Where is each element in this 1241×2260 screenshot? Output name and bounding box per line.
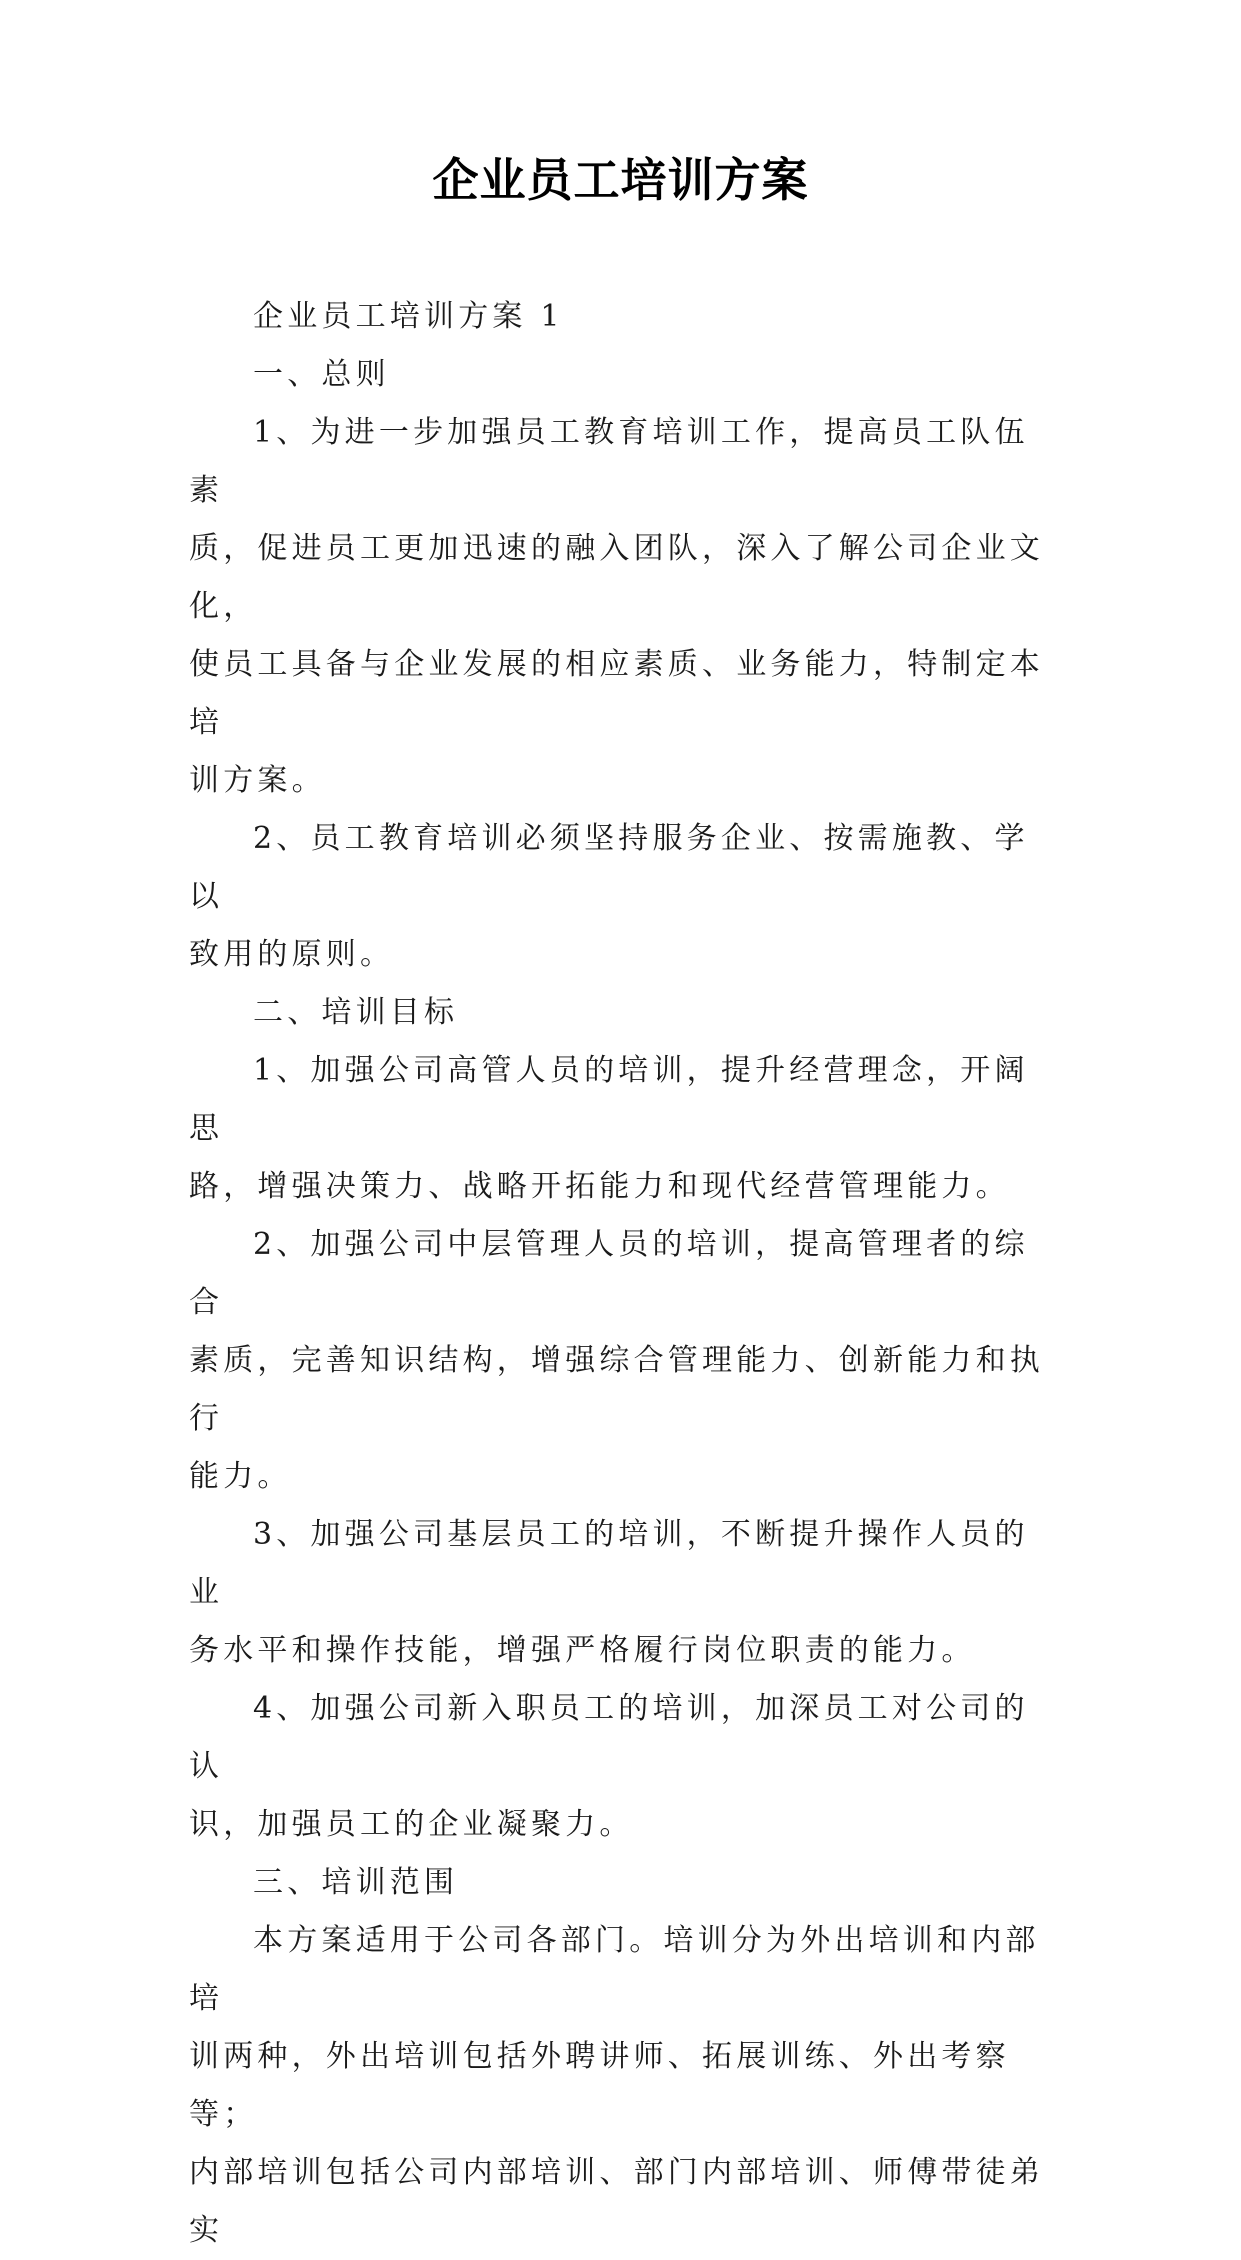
section-heading-training-scope: 三、培训范围 bbox=[253, 1865, 459, 1900]
paragraph-heading-plan-1: 企业员工培训方案 1 bbox=[253, 299, 564, 334]
section-heading-training-goals: 二、培训目标 bbox=[253, 995, 459, 1030]
paragraph-goal-2: 2、加强公司中层管理人员的培训，提高管理者的综合 素质，完善知识结构，增强综合管理能力、创新能力和执行 能力。 bbox=[189, 1227, 1044, 1494]
paragraph-general-1: 1、为进一步加强员工教育培训工作，提高员工队伍素 质，促进员工更加迅速的融入团队，深入了解公司企业文化， 使员工具备与企业发展的相应素质、业务能力，特制定本培 训方案。 bbox=[189, 415, 1044, 798]
section-heading-general: 一、总则 bbox=[253, 357, 390, 392]
paragraph-goal-3: 3、加强公司基层员工的培训，不断提升操作人员的业 务水平和操作技能，增强严格履行岗位职责的能力。 bbox=[189, 1517, 1029, 1668]
paragraph-general-2: 2、员工教育培训必须坚持服务企业、按需施教、学以 致用的原则。 bbox=[189, 821, 1029, 972]
paragraph-scope: 本方案适用于公司各部门。培训分为外出培训和内部培 训两种，外出培训包括外聘讲师、拓展训练、外出考察等； 内部培训包括公司内部培训、部门内部培训、师傅带徒弟实 bbox=[189, 1923, 1044, 2248]
paragraph-goal-4: 4、加强公司新入职员工的培训，加深员工对公司的认 识，加强员工的企业凝聚力。 bbox=[189, 1691, 1029, 1842]
document-title: 企业员工培训方案 bbox=[432, 153, 809, 207]
document-body bbox=[189, 288, 1049, 2260]
paragraph-goal-1: 1、加强公司高管人员的培训，提升经营理念，开阔思 路，增强决策力、战略开拓能力和现代经营管理能力。 bbox=[189, 1053, 1029, 1204]
